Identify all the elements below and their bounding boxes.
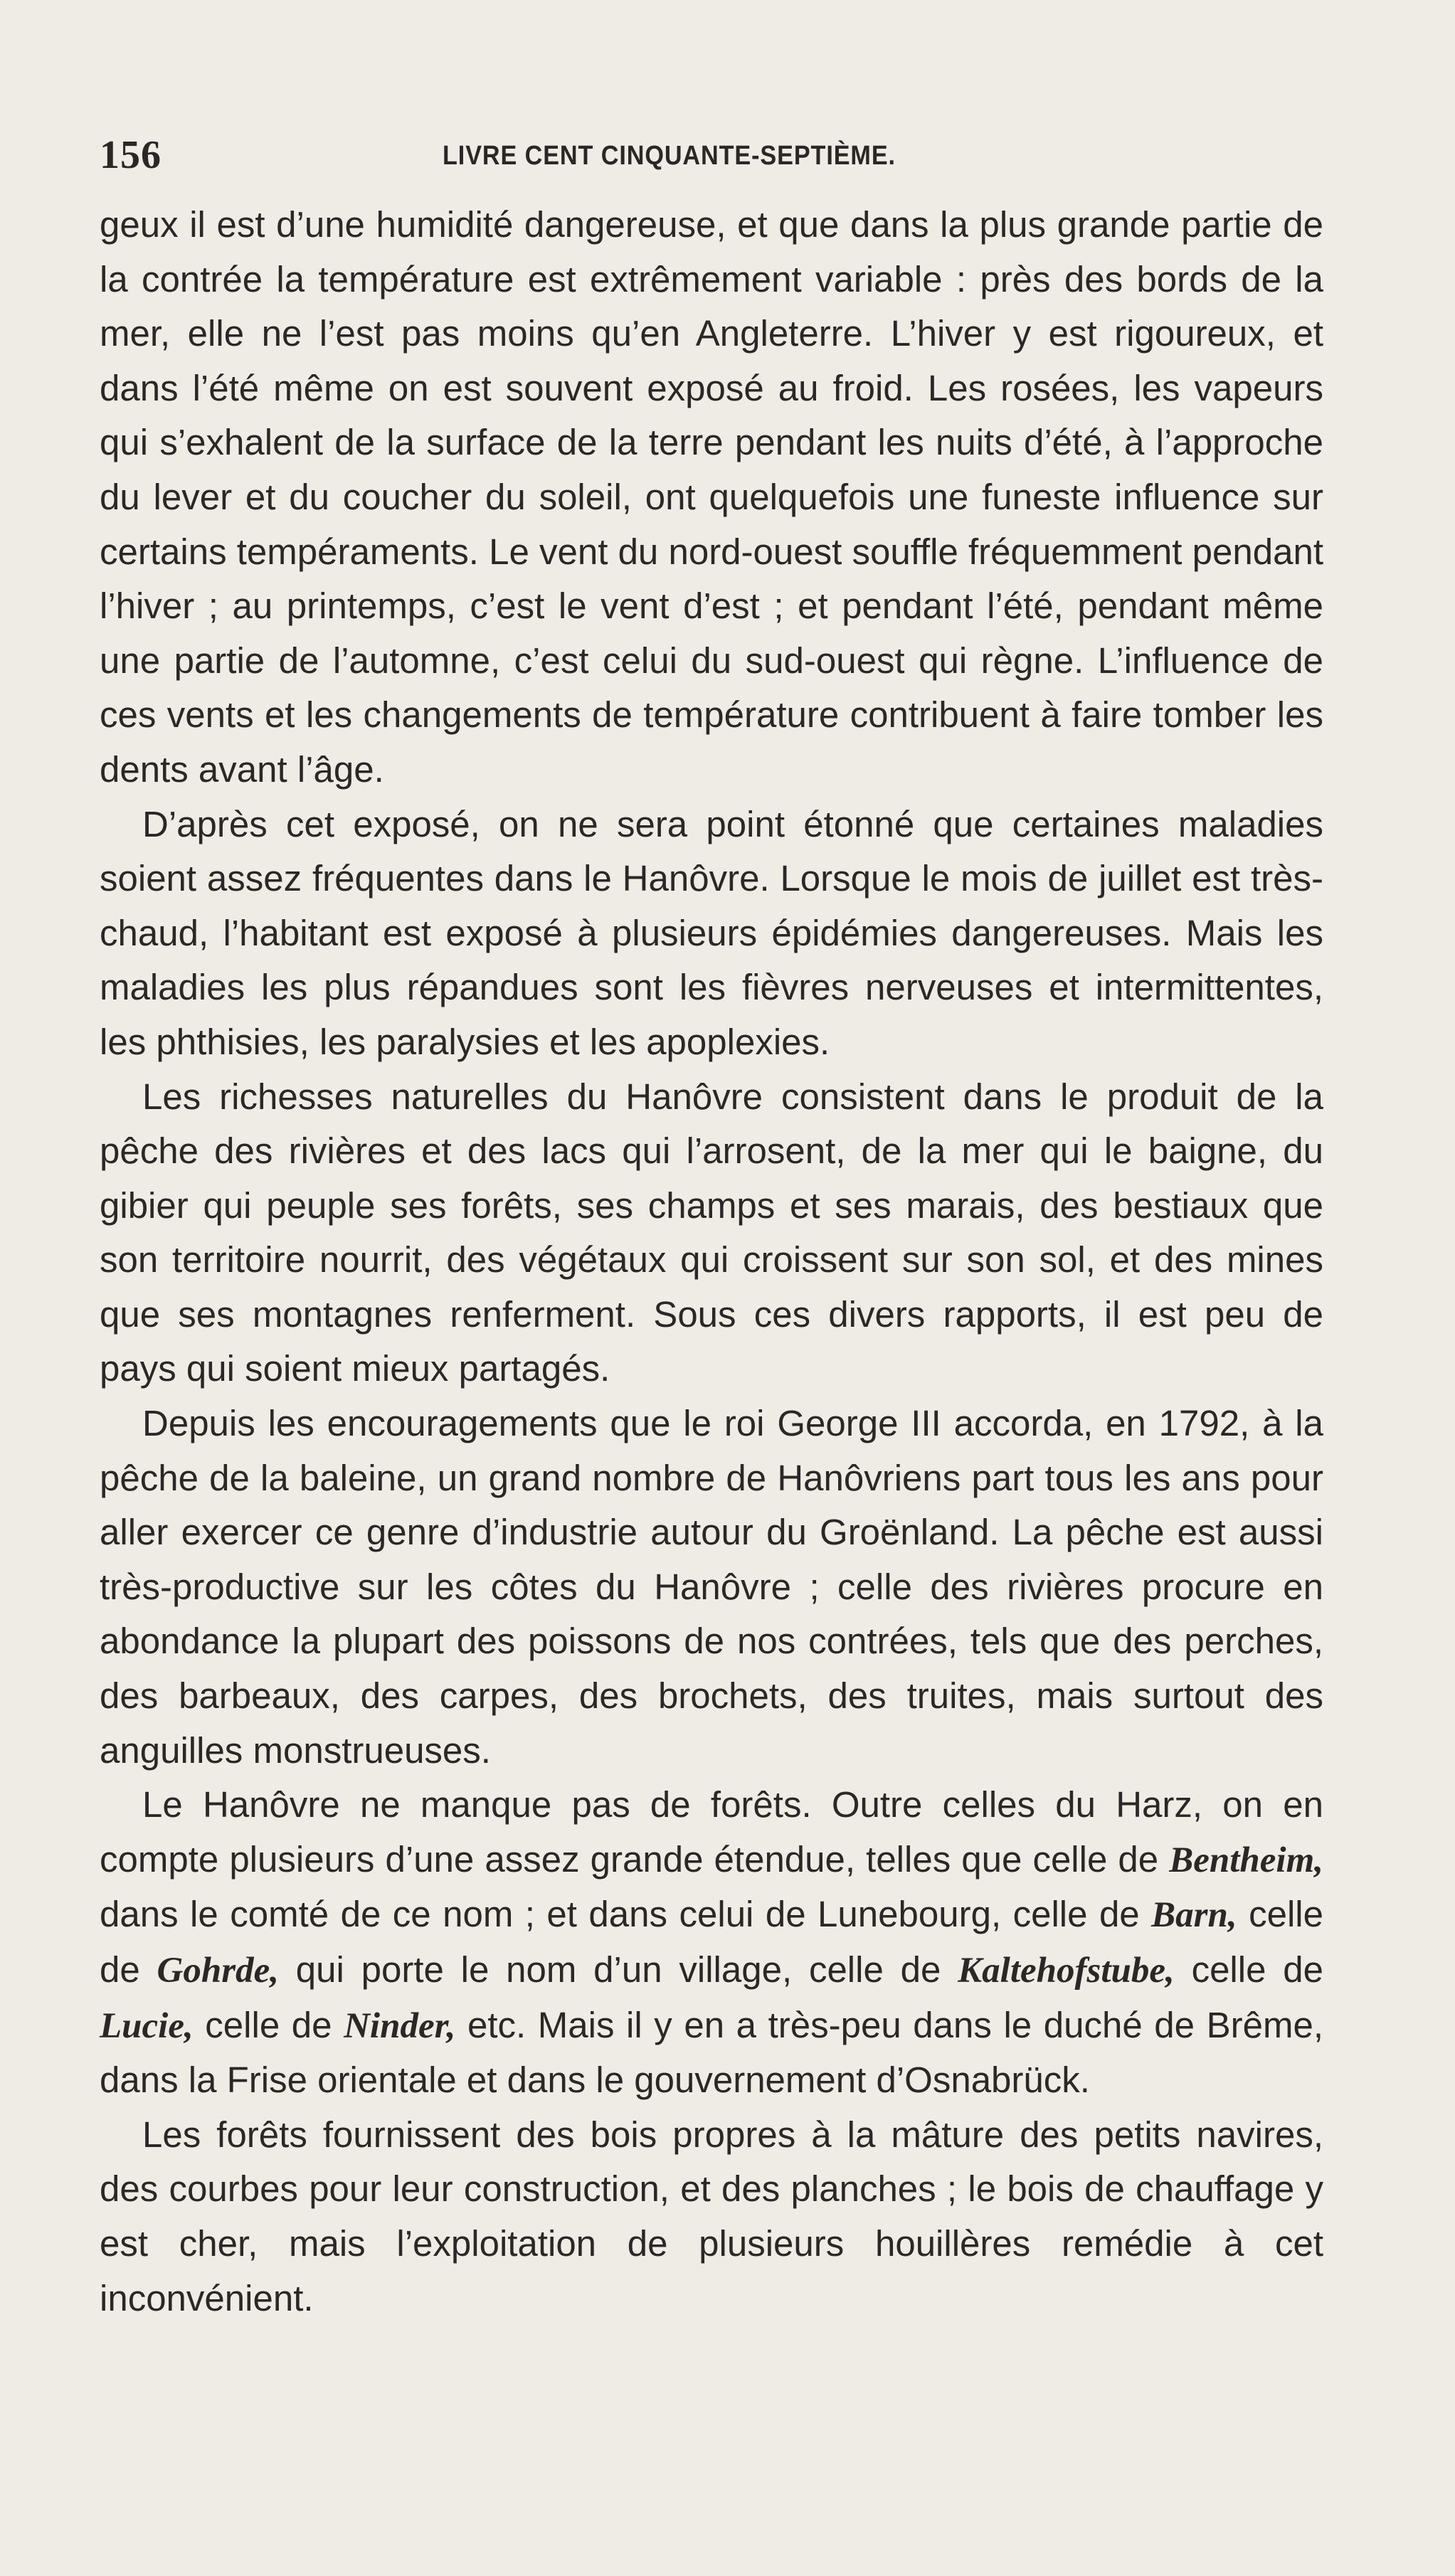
text-segment: celle de (193, 2004, 344, 2045)
text-segment: Depuis les encouragements que le roi George III accorda, en 1792, à la pêche de la baleine, un grand nombre de Hanôvriens part tous les ans pour aller exercer ce genre d’industrie autour du Groënland. La pêche est aussi très-productive sur les côtes du Hanôvre ; celle des rivières procure en abondance la plupart des poissons de nos contrées, tels que des perches, des barbeaux, des carpes, des brochets, des truites, mais surtout des anguilles monstrueuses. (100, 1403, 1323, 1771)
text-segment: D’après cet exposé, on ne sera point étonné que certaines maladies soient assez fréquentes dans le Hanôvre. Lorsque le mois de juillet est très-chaud, l’habitant est exposé à plusieurs épidémies dangereuses. Mais les maladies les plus répandues sont les fièvres nerveuses et intermittentes, les phthisies, les paralysies et les apoplexies. (100, 803, 1323, 1062)
paragraph (100, 1396, 1323, 1778)
text-segment: celle de (1174, 1949, 1323, 1990)
place-name: Ninder, (344, 2005, 456, 2046)
paragraph (100, 1070, 1323, 1397)
body-text (100, 198, 1323, 2326)
text-segment: Les richesses naturelles du Hanôvre consistent dans le produit de la pêche des rivières et des lacs qui l’arrosent, de la mer qui le baigne, du gibier qui peuple ses forêts, ses champs et ses marais, des bestiaux que son territoire nourrit, des végétaux qui croissent sur son sol, et des mines que ses montagnes renferment. Sous ces divers rapports, il est peu de pays qui soient mieux partagés. (100, 1076, 1323, 1389)
text-segment: Les forêts fournissent des bois propres à la mâture des petits navires, des courbes pour leur construction, et des planches ; le bois de chauffage y est cher, mais l’exploitation de plusieurs houillères remédie à cet inconvénient. (100, 2114, 1323, 2318)
paragraph (100, 1778, 1323, 2108)
page-header (100, 132, 1323, 182)
place-name: Barn, (1151, 1895, 1237, 1936)
page-number: 156 (100, 133, 162, 177)
text-segment: Le Hanôvre ne manque pas de forêts. Outre celles du Harz, on en compte plusieurs d’une assez grande étendue, telles que celle de (100, 1784, 1323, 1880)
place-name: Kaltehofstube, (958, 1951, 1175, 1991)
text-segment: celle de (100, 1894, 1323, 1990)
place-name: Bentheim, (1169, 1840, 1323, 1880)
text-segment: qui porte le nom d’un village, celle de (278, 1949, 958, 1990)
place-name: Lucie, (100, 2005, 194, 2046)
paragraph (100, 797, 1323, 1070)
paragraph (100, 198, 1323, 797)
running-title: LIVRE CENT CINQUANTE-SEPTIÈME. (443, 141, 896, 171)
text-segment: dans le comté de ce nom ; et dans celui de Lunebourg, celle de (100, 1894, 1152, 1935)
text-segment: etc. Mais il y en a très-peu dans le duché de Brême, dans la Frise orientale et dans le gouvernement d’Osnabrück. (100, 2004, 1323, 2101)
paragraph (100, 2108, 1323, 2326)
place-name: Gohrde, (157, 1951, 279, 1991)
text-segment: geux il est d’une humidité dangereuse, et que dans la plus grande partie de la contrée la température est extrêmement variable : près des bords de la mer, elle ne l’est pas moins qu’en Angleterre. L’hiver y est rigoureux, et dans l’été même on est souvent exposé au froid. Les rosées, les vapeurs qui s’exhalent de la surface de la terre pendant les nuits d’été, à l’approche du lever et du coucher du soleil, ont quelquefois une funeste influence sur certains tempéraments. Le vent du nord-ouest souffle fréquemment pendant l’hiver ; au printemps, c’est le vent d’est ; et pendant l’été, pendant même une partie de l’automne, c’est celui du sud-ouest qui règne. L’influence de ces vents et les changements de température contribuent à faire tomber les dents avant l’âge. (100, 204, 1323, 790)
